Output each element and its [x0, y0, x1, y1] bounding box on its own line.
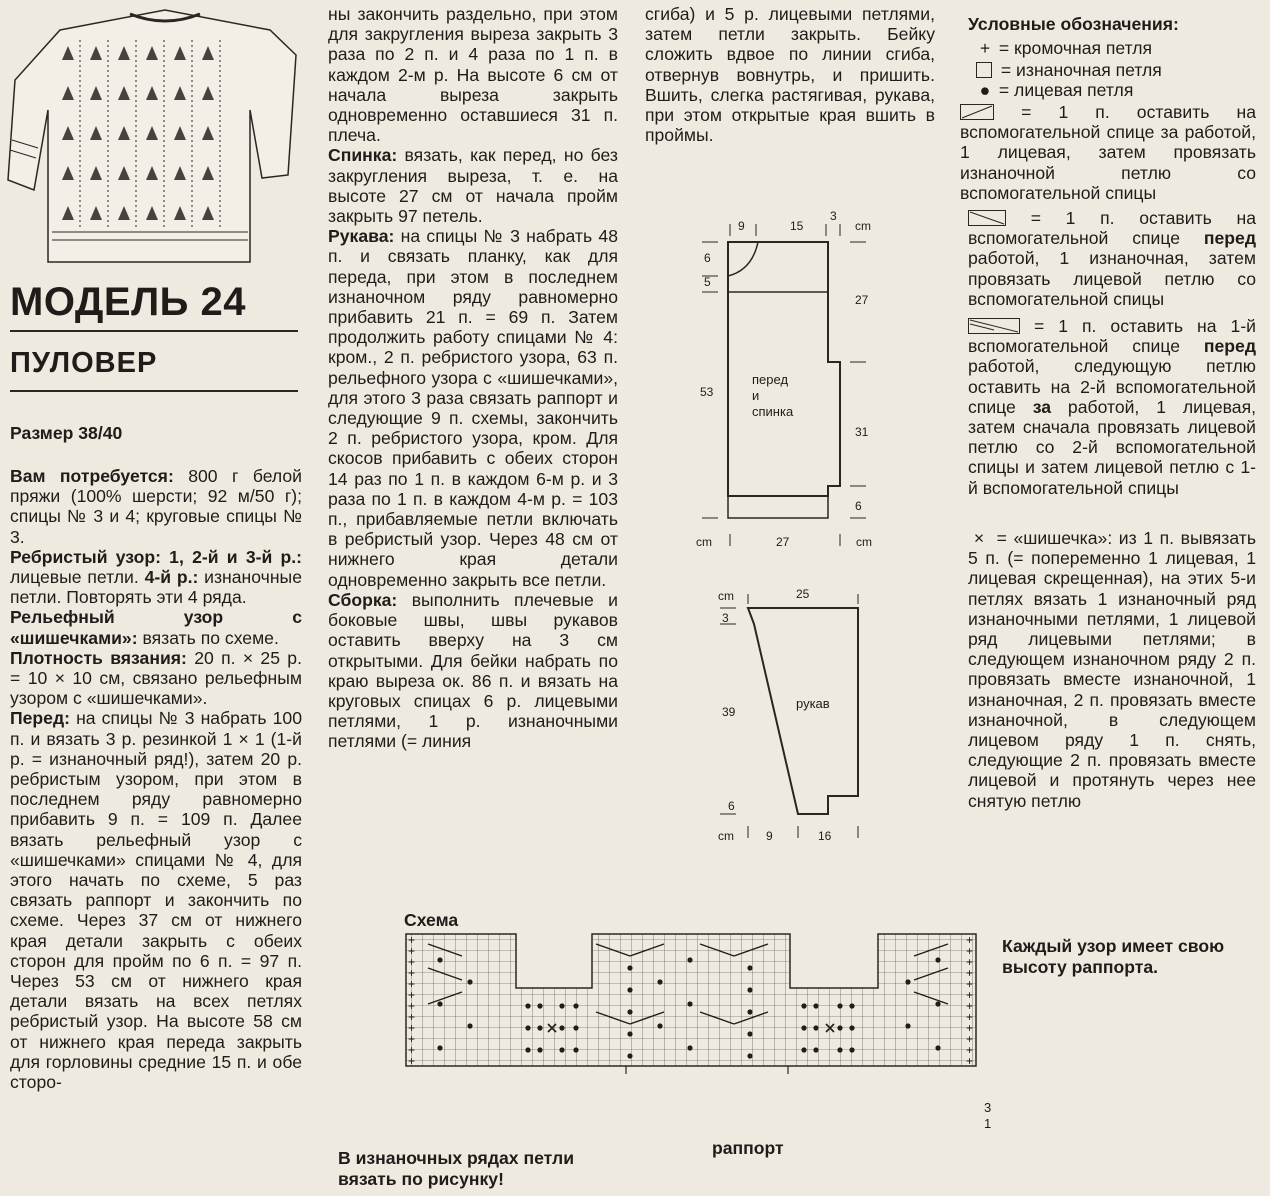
- legend-cable-front-row: [968, 208, 1256, 309]
- cross-icon: ×: [973, 528, 985, 548]
- body-top-cm: cm: [855, 219, 871, 233]
- svg-text:+: +: [966, 1054, 974, 1068]
- sleeve-bottom-cm: cm: [718, 829, 734, 843]
- rib-pattern-paragraph: [10, 547, 302, 608]
- body-left-5: 5: [704, 275, 711, 289]
- legend-cable-front-text-2: работой, 1 изнаночная, затем провязать лицевой петлю со вспомогательной спицы: [968, 248, 1256, 309]
- gauge-paragraph: [10, 648, 302, 709]
- rib-pattern-text-2: изнаночные петли. Повторять эти 4 ряда.: [10, 567, 302, 608]
- legend-cable-back-text: = 1 п. оставить на вспомогательной спице за работой, 1 лицевая, затем провязать изнаночной петлю со вспомогательной спицы: [960, 102, 1257, 203]
- legend-knit-row: [976, 80, 1256, 100]
- svg-text:+: +: [408, 999, 416, 1013]
- body-schematic: [690, 200, 910, 560]
- column-2: [328, 4, 618, 752]
- sleeves-paragraph: [328, 226, 618, 590]
- svg-text:+: +: [408, 944, 416, 958]
- cable-double-icon: [968, 318, 1020, 334]
- scheme-rapport-label: раппорт: [712, 1138, 784, 1158]
- legend-bobble-row: [968, 528, 1256, 811]
- rib-pattern-label-2: 4-й р.:: [144, 567, 199, 588]
- legend-purl-row: [976, 60, 1256, 80]
- rib-pattern-text: лицевые петли.: [10, 567, 145, 588]
- legend-cable-double-text: = 1 п. оставить на 1-й вспомогательной спице: [968, 316, 1257, 357]
- svg-text:+: +: [408, 933, 416, 947]
- svg-text:+: +: [966, 988, 974, 1002]
- body-label-2: и: [752, 388, 760, 403]
- svg-text:+: +: [408, 966, 416, 980]
- svg-text:+: +: [966, 999, 974, 1013]
- knitting-chart: [400, 928, 1000, 1074]
- assembly-paragraph: [328, 590, 618, 752]
- scheme-bottom-note: В изнаночных рядах петли вязать по рисунку!: [338, 1148, 575, 1189]
- body-left-6: 6: [704, 251, 711, 265]
- page-title: МОДЕЛЬ 24: [10, 280, 247, 324]
- svg-text:+: +: [408, 1043, 416, 1057]
- page-subtitle: ПУЛОВЕР: [10, 347, 158, 379]
- rib-pattern-label: Ребристый узор: 1, 2-й и 3-й р.:: [10, 546, 302, 567]
- body-right-6: 6: [855, 499, 862, 513]
- sleeve-schematic: [710, 580, 880, 850]
- legend-edge-text: = кромочная петля: [998, 38, 1153, 58]
- svg-text:+: +: [966, 933, 974, 947]
- svg-text:+: +: [966, 955, 974, 969]
- back-text: вязать, как перед, но без закругления выреза, т. е. на высоте 27 см от начала пройм закрыть 97 петель.: [328, 145, 618, 227]
- body-bottom-cm-left: cm: [696, 535, 712, 549]
- body-top-9: 9: [738, 219, 745, 233]
- gauge-text: 20 п. × 25 р. = 10 × 10 см, связано рельефным узором с «шишечками».: [10, 647, 302, 709]
- back-label: Спинка:: [328, 145, 398, 166]
- svg-text:+: +: [408, 1010, 416, 1024]
- scheme-title: Схема: [404, 910, 459, 930]
- gauge-label: Плотность вязания:: [10, 647, 187, 668]
- legend-cable-double-bold-2: за: [1032, 396, 1052, 417]
- legend-purl-text: = изнаночная петля: [1000, 60, 1162, 80]
- column-3: сгиба) и 5 р. лицевыми петлями, затем петли закрыть. Бейку сложить вдвое по линии сгиба, отвернув вовнутрь, и пришить. Вшить, слегка растягивая, рукава, при этом открытые края вшить в проймы.: [645, 4, 935, 146]
- assembly-label: Сборка:: [328, 589, 398, 610]
- materials-paragraph: [10, 466, 302, 547]
- sleeves-text: на спицы № 3 набрать 48 п. и связать планку, как для переда, при этом в последнем изнаночном ряду равномерно прибавить 21 п. = 69 п. Затем продолжить работу спицами № 4: кром., 2 п. ребристого узора, 63 п. рельефного узора с «шишечками», для этого 3 раза связать раппорт и следующие 9 п. схемы, закончить 2 п. ребристого узора, кром. Для скосов прибавить с обеих сторон 14 раз по 1 п. в каждом 6-м р. и 3 раза по 1 п. в каждом 4-м р. = 103 п., прибавляемые петли включать в ребристый узор. Через 48 см от нижнего края детали одновременно закрыть все петли.: [328, 226, 618, 590]
- legend-cable-front-text: = 1 п. оставить на вспомогательной спице: [968, 208, 1257, 249]
- legend-cable-double-bold-1: перед: [1203, 336, 1256, 357]
- sleeve-left-3: 3: [722, 611, 729, 625]
- sleeve-left-6: 6: [728, 799, 735, 813]
- cable-front-icon: [968, 210, 1006, 226]
- svg-text:+: +: [408, 1032, 416, 1046]
- body-bottom-cm-right: cm: [856, 535, 872, 549]
- body-top-15: 15: [790, 219, 804, 233]
- svg-text:+: +: [966, 1021, 974, 1035]
- legend-knit-text: = лицевая петля: [998, 80, 1134, 100]
- back-paragraph: [328, 145, 618, 226]
- svg-text:+: +: [966, 966, 974, 980]
- legend-bobble-text: = «шишечка»: из 1 п. вывязать 5 п. (= попеременно 1 лицевая, 1 лицевая скрещенная), на этих 5-и петлях вязать 1 изнаночный ряд изнаночными петлями, 1 лицевой ряд лицевыми петлями; в следующем изнаночном ряду 2 п. провязать вместе изнаночной, 1 изнаночная, 2 п. провязать вместе изнаночной, в следующем лицевом ряду 1 п. снять, следующие 2 п. провязать вместе лицевой и протянуть через нее снятую петлю: [968, 528, 1257, 811]
- legend-cable-back-row: [960, 102, 1256, 203]
- front-text: на спицы № 3 набрать 100 п. и вязать 3 р. резинкой 1 × 1 (1-й р. = изнаночный ряд!), затем 20 р. ребристым узором, при этом в последнем ряду равномерно прибавить 9 п. = 109 п. Далее вязать рельефный узор с «шишечками» спицами № 4, для этого начать по схеме, 5 раз связать раппорт и закончить по схеме. Через 37 см от нижнего края детали закрыть с обеих сторон для пройм по 6 п. = 97 п. Через 53 см от нижнего края детали вязать на всех петлях ребристый узор. На высоте 58 см от нижнего края переда закрыть для горловины средние 15 п. и обе сторо-: [10, 708, 302, 1093]
- svg-text:+: +: [408, 1054, 416, 1068]
- front-continued: ны закончить раздельно, при этом для закругления выреза закрыть 3 раза по 2 п. и 4 раза по 1 п. в каждом 2-м р. На высоте 6 см от начала выреза закрыть одновременно оставшиеся 31 п. плеча.: [328, 4, 618, 146]
- sleeve-bottom-9: 9: [766, 829, 773, 843]
- legend-cable-double-text-3: работой, 1 лицевая, затем сначала провязать лицевой петлю со 2-й вспомогательной спицы и затем лицевой петлю с 1-й вспомогательной спицы: [968, 396, 1256, 498]
- body-bottom-27: 27: [776, 535, 790, 549]
- sleeve-left-39: 39: [722, 705, 736, 719]
- sleeve-top-25: 25: [796, 587, 810, 601]
- dot-icon: ●: [979, 80, 991, 100]
- svg-text:+: +: [408, 988, 416, 1002]
- relief-pattern-text: вязать по схеме.: [137, 627, 279, 648]
- size-label: Размер 38/40: [10, 423, 123, 443]
- svg-text:+: +: [408, 977, 416, 991]
- svg-text:+: +: [966, 1043, 974, 1057]
- legend-cable-double-row: [968, 316, 1256, 498]
- sweater-illustration: [0, 0, 300, 270]
- scheme-row-1: 1: [984, 1116, 992, 1131]
- body-right-31: 31: [855, 425, 869, 439]
- body-label-3: спинка: [752, 404, 794, 419]
- materials-text: 800 г белой пряжи (100% шерсти; 92 м/50 г); спицы № 3 и 4; круговые спицы № 3.: [10, 466, 302, 547]
- assembly-text: выполнить плечевые и боковые швы, швы рукавов оставить вверху на 3 см открытыми. Для бейки набрать по краю выреза ок. 86 п. и вязать на круговых спицах 6 р. лицевыми петлями, 1 р. изнаночными петлями (= линия: [328, 589, 618, 752]
- body-label-1: перед: [752, 372, 789, 387]
- legend-title: Условные обозначения:: [968, 14, 1179, 34]
- sleeves-label: Рукава:: [328, 226, 395, 247]
- body-left-53: 53: [700, 385, 714, 399]
- legend-cable-double-text-2: работой, следующую петлю оставить на 2-й вспомогательной спице: [968, 356, 1256, 417]
- body-right-27: 27: [855, 293, 869, 307]
- pattern-note: Каждый узор имеет свою высоту раппорта.: [1002, 936, 1225, 977]
- materials-label: Вам потребуется:: [10, 466, 174, 486]
- front-label: Перед:: [10, 708, 70, 729]
- svg-text:+: +: [966, 1010, 974, 1024]
- legend-cable-front-bold: перед: [1203, 228, 1256, 249]
- sleeve-label: рукав: [796, 696, 830, 711]
- sleeve-bottom-16: 16: [818, 829, 832, 843]
- svg-text:+: +: [966, 977, 974, 991]
- body-top-3: 3: [830, 209, 837, 223]
- svg-text:+: +: [408, 955, 416, 969]
- svg-text:+: +: [408, 1021, 416, 1035]
- cable-back-icon: [960, 104, 994, 120]
- svg-text:+: +: [966, 1032, 974, 1046]
- title-divider: [10, 330, 298, 332]
- relief-pattern-label: Рельефный узор с «шишечками»:: [10, 607, 302, 648]
- svg-text:+: +: [966, 944, 974, 958]
- empty-square-icon: [976, 62, 992, 78]
- column-1: [10, 466, 302, 1092]
- front-paragraph: [10, 708, 302, 1092]
- scheme-row-3: 3: [984, 1100, 992, 1115]
- subtitle-divider: [10, 390, 298, 392]
- relief-pattern-paragraph: [10, 607, 302, 647]
- legend-edge-row: [976, 38, 1256, 58]
- plus-icon: +: [979, 38, 991, 58]
- sleeve-top-cm: cm: [718, 589, 734, 603]
